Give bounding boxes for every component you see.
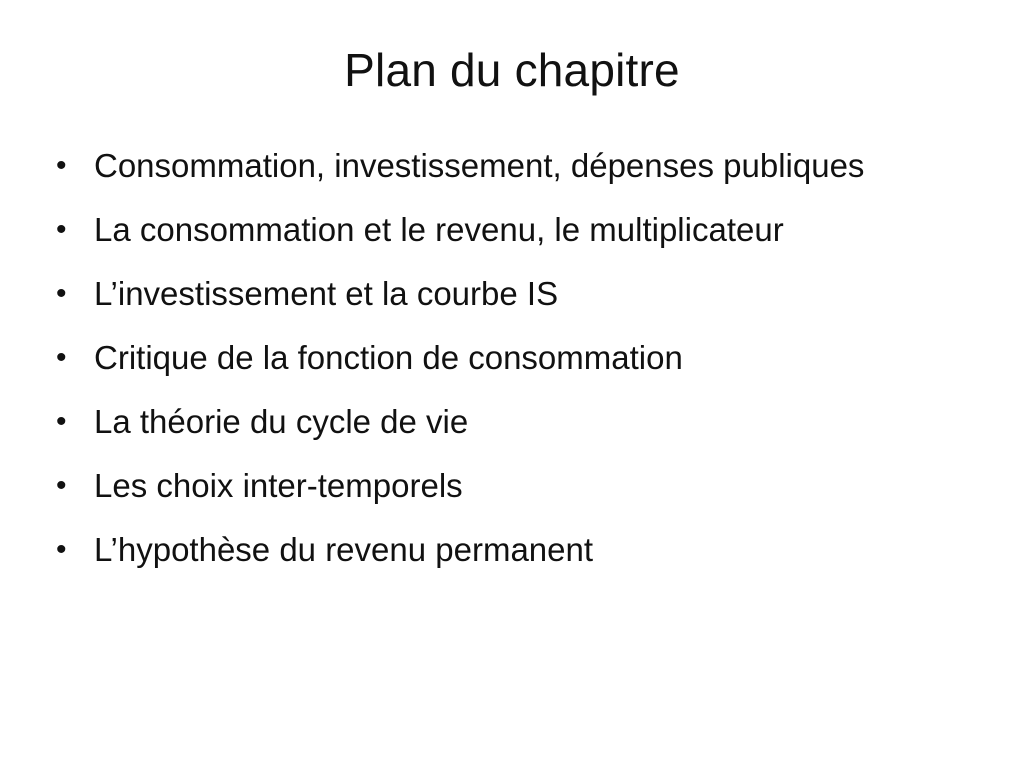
bullet-icon: • (56, 341, 67, 374)
bullet-icon: • (56, 277, 67, 310)
bullet-item-consommation-revenu (52, 204, 982, 256)
bullet-text: La théorie du cycle de vie (94, 403, 469, 440)
bullet-item-revenu-permanent (52, 524, 982, 576)
bullet-icon: • (56, 149, 67, 182)
bullet-item-investissement-is (52, 268, 982, 320)
bullet-icon: • (56, 469, 67, 502)
bullet-text: Critique de la fonction de consommation (94, 339, 683, 376)
bullet-item-cycle-de-vie (52, 396, 982, 448)
bullet-icon: • (56, 405, 67, 438)
bullet-text: Consommation, investissement, dépenses publiques (94, 147, 865, 184)
bullet-item-consommation-investissement (52, 140, 982, 192)
bullet-text: L’hypothèse du revenu permanent (94, 531, 594, 568)
slide-title: Plan du chapitre (344, 44, 680, 96)
bullet-item-choix-inter-temporels (52, 460, 982, 512)
bullet-text: La consommation et le revenu, le multiplicateur (94, 211, 784, 248)
bullet-text: Les choix inter-temporels (94, 467, 463, 504)
bullet-icon: • (56, 533, 67, 566)
bullet-icon: • (56, 213, 67, 246)
bullet-text: L’investissement et la courbe IS (94, 275, 559, 312)
bullet-list (52, 140, 982, 588)
bullet-item-critique-fonction (52, 332, 982, 384)
